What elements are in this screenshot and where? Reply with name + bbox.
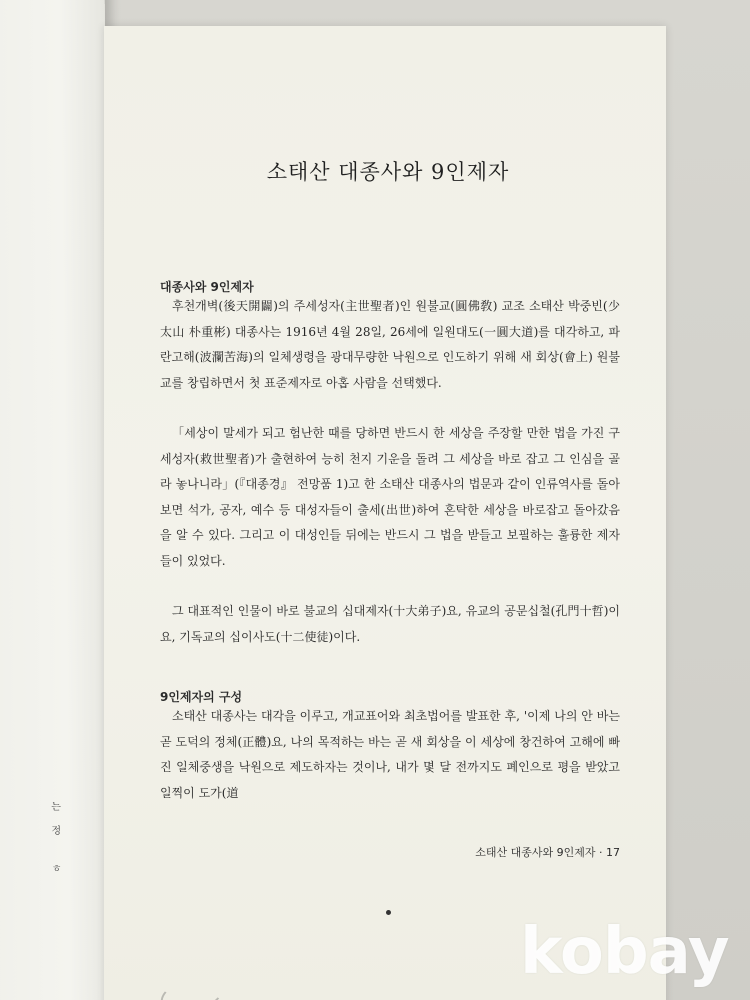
- right-page: [104, 26, 666, 1000]
- paragraph: 그 대표적인 인물이 바로 불교의 십대제자(十大弟子)요, 유교의 공문십철(孔門十哲)이요, 기독교의 십이사도(十二使徒)이다.: [160, 604, 620, 644]
- page-footer: 소태산 대종사와 9인제자 · 17: [475, 846, 620, 859]
- section-heading: 9인제자의 구성: [160, 690, 243, 704]
- paragraph: 「세상이 말세가 되고 험난한 때를 당하면 반드시 한 세상을 주장할 만한 법을 가진 구세성자(救世聖者)가 출현하여 능히 천지 기운을 돌려 그 세상을 바로 잡고 그 인심을 골라 놓나니라」(『대종경』 전망품 1)고 한 소태산 대종사의 법문과 같이 인류역사를 돌아 보면 석가, 공자, 예수 등 대성자들이 출세(出世)하여 혼탁한 세상을 바로잡고 돌아갔음을 알 수 있다. 그리고 이 대성인들 뒤에는 반드시 그 법을 받들고 보필하는 훌륭한 제자들이 있었다.: [160, 426, 620, 568]
- left-page: [0, 0, 115, 1000]
- chapter-title: 소태산 대종사와 9인제자: [266, 160, 510, 184]
- left-page-fragment: 정: [51, 825, 62, 837]
- paragraph: 후천개벽(後天開闢)의 주세성자(主世聖者)인 원불교(圓佛敎) 교조 소태산 박중빈(少太山 朴重彬) 대종사는 1916년 4월 28일, 26세에 일원대도(一圓大道)를 대각하고, 파란고해(波瀾苦海)의 일체생령을 광대무량한 낙원으로 인도하기 위해 새 회상(會上) 원불교를 창립하면서 첫 표준제자로 아홉 사람을 선택했다.: [160, 299, 620, 390]
- paragraph: 소태산 대종사는 대각을 이루고, 개교표어와 최초법어를 발표한 후, '이제 나의 안 바는 곧 도덕의 정체(正體)요, 나의 목적하는 바는 곧 새 회상을 이 세상에 창건하여 고해에 빠진 일체중생을 낙원으로 제도하자는 것이나, 내가 몇 달 전까지도 폐인으로 평을 받았고 일찍이 도가(道: [160, 709, 620, 800]
- page-dot: [386, 910, 391, 915]
- left-page-fragment: ㅎ: [51, 863, 62, 875]
- left-page-fragment: 는: [51, 801, 61, 813]
- watermark-logo: kobay: [520, 915, 729, 989]
- section-heading: 대종사와 9인제자: [160, 280, 254, 294]
